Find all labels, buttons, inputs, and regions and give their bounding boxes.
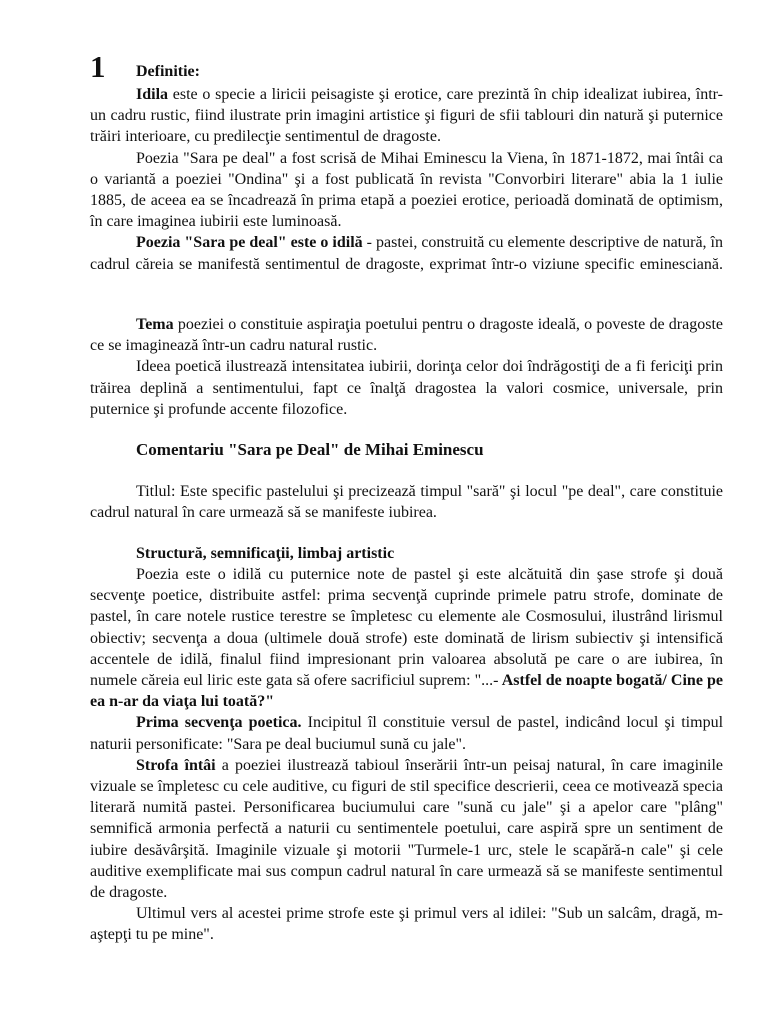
paragraph-structure: Poezia este o idilă cu puternice note de pastel şi este alcătuită din şase strofe şi două secvenţe poetice, distribuite astfel: prima secvenţă cuprinde primele patru strofe, dominate de pastel, în care notele rustice terestre se împletesc cu elemente ale Cosmosului, ilustrând lirismul obiectiv; secvenţa a doua (ultimele două strofe) este dominată de lirism subiectiv şi intensifică accentele de idilă, finalul fiind impresionant prin valoarea absolută pe care o are iubirea, în numele căreia eul liric este gata să ofere sacrificiul suprem: "...- Astfel de noapte bogată/ Cine pe ea n-ar da viaţa lui toată?"	[90, 566, 724, 711]
title-block	[90, 481, 723, 523]
paragraph-theme: Tema poeziei o constituie aspiraţia poetului pentru o dragoste ideală, o poveste de dragoste ce se imaginează într-un cadru natural rustic.	[90, 316, 723, 355]
paragraph-first-stanza: Strofa întâi a poeziei ilustrează tabioul înserării într-un peisaj natural, în care imaginile vizuale se împletesc cu cele auditive, cu figuri de stil specifice descrierii, ceea ce motivează specia literară numită pastei. Personificarea buciumului care "sună cu jale" şi a apelor care "plâng" semnifică armonia perfectă a naturii cu sentimentele poetului, care aspiră spre un sentiment de iubire desăvârşită. Imaginile vizuale şi motorii "Turmele-1 urc, stele le scapără-n cale" şi cele auditive exemplificate mai sus compun cadrul natural în care urmează să se manifeste sentimentul de dragoste.	[90, 756, 724, 902]
structure-heading: Structură, semnificaţii, limbaj artistic	[136, 545, 395, 562]
quote-final: Astfel de noapte bogată/ Cine pe ea n-ar da viaţa lui toată?"	[90, 672, 724, 711]
paragraph-first-sequence: Prima secvenţa poetica. Incipitul îl constituie versul de pastel, indicând locul şi timpul naturii personificate: "Sara pe deal buciumul sună cu jale".	[90, 714, 724, 753]
intro-block	[90, 84, 723, 275]
paragraph-idea: Ideea poetică ilustrează intensitatea iubirii, dorinţa celor doi îndrăgostiţi de a fi fericiţi prin trăirea deplină a sentimentului, fapt ce înalţă dragostea la valori cosmice, universale, prin puternice şi profunde accente filozofice.	[90, 358, 723, 418]
definition-heading: Definitie:	[136, 63, 200, 80]
paragraph-poem-history: Poezia "Sara pe deal" a fost scrisă de Mihai Eminescu la Viena, în 1871-1872, mai întâi ca o variantă a poeziei "Ondina" şi a fost publicată în revista "Convorbiri literare" abia la 1 iulie 1885, de aceea ea se încadrează în prima etapă a poeziei erotice, perioadă dominată de optimism, în care imaginea iubirii este luminoasă.	[90, 149, 723, 231]
commentary-title: Comentariu "Sara pe Deal" de Mihai Eminescu	[136, 440, 484, 459]
section-number: 1	[90, 49, 106, 84]
paragraph-last-verse: Ultimul vers al acestei prime strofe este şi primul vers al idilei: "Sub un salcâm, dragă, m-aştepţi tu pe mine".	[90, 905, 723, 944]
term-idila: Idila	[136, 86, 169, 103]
paragraph-title: Titlul: Este specific pastelului şi precizează timpul "sară" şi locul "pe deal", care constituie cadrul natural în care urmează să se manifeste iubirea.	[90, 483, 723, 522]
structure-block	[90, 564, 723, 946]
paragraph-idila-definition: Idila este o specie a liricii peisagiste şi erotice, care prezintă în chip idealizat iubirea, într-un cadru rustic, fiind ilustrate prin imagini artistice şi figuri de sfii tablouri din natură şi puternice trăiri interioare, cu predilecţie sentimentul de dragoste.	[90, 86, 723, 146]
theme-block	[90, 314, 723, 420]
paragraph-poem-is-idila: Poezia "Sara pe deal" este o idilă - pastei, construită cu elemente descriptive de natură, în cadrul căreia se manifestă sentimentul de dragoste, exprimat într-o viziune specific eminesciană.	[90, 234, 723, 273]
